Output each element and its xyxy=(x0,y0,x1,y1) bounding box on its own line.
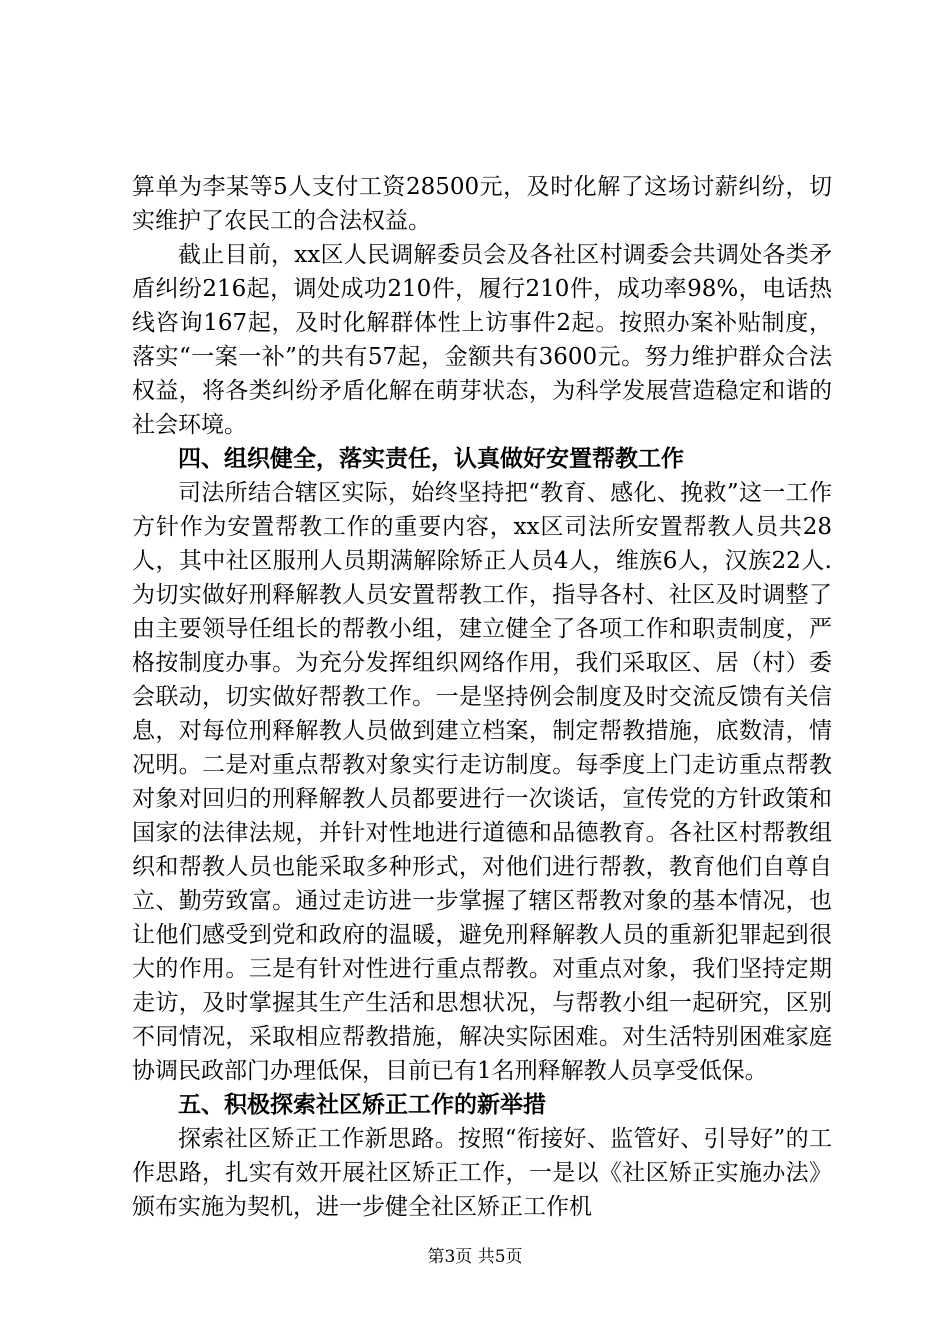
page-number-footer: 第3页 共5页 xyxy=(427,1247,523,1267)
heading-section-four: 四、组织健全，落实责任，认真做好安置帮教工作 xyxy=(178,446,684,472)
paragraph-resettlement-assistance: 司法所结合辖区实际，始终坚持把“教育、感化、挽救”这一工作方针作为安置帮教工作的重要内容，xx区司法所安置帮教人员共28人，其中社区服刑人员期满解除矫正人员4人，维族6人，汉族22人.为切实做好刑释解教人员安置帮教工作，指导各村、社区及时调整了由主要领导任组长的帮教小组，建立健全了各项工作和职责制度，严格按制度办事。为充分发挥组织网络作用，我们采取区、居（村）委会联动，切实做好帮教工作。一是坚持例会制度及时交流反馈有关信息，对每位刑释解教人员做到建立档案，制定帮教措施，底数清，情况明。二是对重点帮教对象实行走访制度。每季度上门走访重点帮教对象对回归的刑释解教人员都要进行一次谈话，宣传党的方针政策和国家的法律法规，并针对性地进行道德和品德教育。各社区村帮教组织和帮教人员也能采取多种形式，对他们进行帮教，教育他们自尊自立、勤劳致富。通过走访进一步掌握了辖区帮教对象的基本情况，也让他们感受到党和政府的温暖，避免刑释解教人员的重新犯罪起到很大的作用。三是有针对性进行重点帮教。对重点对象，我们坚持定期走访，及时掌握其生产生活和思想状况，与帮教小组一起研究，区别不同情况，采取相应帮教措施，解决实际困难。对生活特别困难家庭协调民政部门办理低保，目前已有1名刑释解教人员享受低保。 xyxy=(132,480,832,1084)
paragraph-community-correction: 探索社区矫正工作新思路。按照“衔接好、监管好、引导好”的工作思路，扎实有效开展社区矫正工作，一是以《社区矫正实施办法》颁布实施为契机，进一步健全社区矫正工作机 xyxy=(132,1126,832,1220)
paragraph-mediation-statistics: 截止目前，xx区人民调解委员会及各社区村调委会共调处各类矛盾纠纷216起，调处成功210件，履行210件，成功率98%，电话热线咨询167起，及时化解群体性上访事件2起。按照办案补贴制度，落实“一案一补”的共有57起，金额共有3600元。努力维护群众合法权益，将各类纠纷矛盾化解在萌芽状态，为科学发展营造稳定和谐的社会环境。 xyxy=(132,242,832,438)
heading-section-five: 五、积极探索社区矫正工作的新举措 xyxy=(178,1092,546,1118)
paragraph-wage-settlement: 算单为李某等5人支付工资28500元，及时化解了这场讨薪纠纷，切实维护了农民工的合法权益。 xyxy=(132,174,832,234)
document-body xyxy=(132,170,832,1224)
